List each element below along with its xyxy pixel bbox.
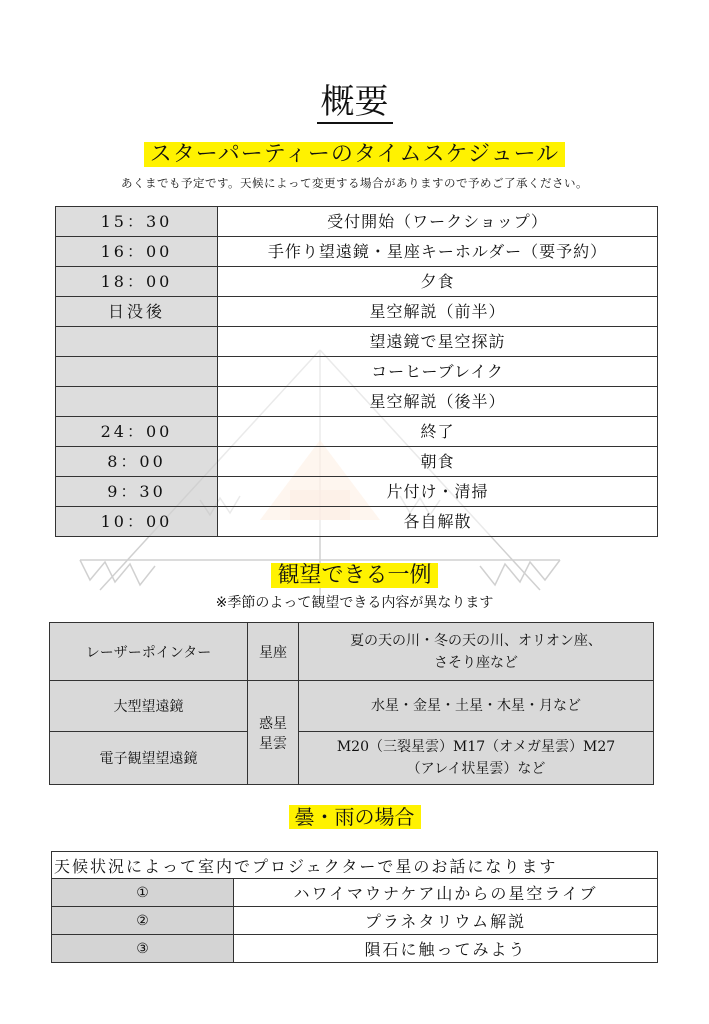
targets-cell: M20（三裂星雲）M17（オメガ星雲）M27 （アレイ状星雲）など (299, 732, 654, 785)
table-row: ① ハワイマウナケア山からの星空ライブ (52, 879, 658, 907)
table-row: 15：30 受付開始（ワークショップ） (56, 207, 658, 237)
observation-heading: 観望できる一例 (0, 560, 709, 592)
table-row: 天候状況によって室内でプロジェクターで星のお話になります (52, 852, 658, 879)
category-cell: 惑星 星雲 (248, 681, 299, 785)
table-row: 24：00 終了 (56, 417, 658, 447)
schedule-heading: スターパーティーのタイムスケジュール (0, 138, 709, 172)
table-row: 大型望遠鏡 惑星 星雲 水星・金星・土星・木星・月など (50, 681, 654, 732)
table-row: 日没後 星空解説（前半） (56, 297, 658, 327)
table-row: 望遠鏡で星空探訪 (56, 327, 658, 357)
rain-heading: 曇・雨の場合 (0, 801, 709, 833)
table-row: 電子観望望遠鏡 M20（三裂星雲）M17（オメガ星雲）M27 （アレイ状星雲）など (50, 732, 654, 785)
table-row: コーヒーブレイク (56, 357, 658, 387)
schedule-table (55, 206, 658, 537)
observation-note: ※季節のよって観望できる内容が異なります (215, 595, 494, 611)
table-row: 星空解説（後半） (56, 387, 658, 417)
rain-table (51, 851, 658, 963)
schedule-note: あくまでも予定です。天候によって変更する場合がありますので予めご了承ください。 (120, 176, 589, 190)
table-row: 9：30 片付け・清掃 (56, 477, 658, 507)
table-row: ② プラネタリウム解説 (52, 907, 658, 935)
table-row: レーザーポインター 星座 夏の天の川・冬の天の川、オリオン座、 さそり座など (50, 623, 654, 681)
table-row: ③ 隕石に触ってみよう (52, 935, 658, 963)
observation-table (49, 622, 654, 785)
table-row: 10：00 各自解散 (56, 507, 658, 537)
table-row: 8：00 朝食 (56, 447, 658, 477)
table-row: 18：00 夕食 (56, 267, 658, 297)
table-row: 16：00 手作り望遠鏡・星座キーホルダー（要予約） (56, 237, 658, 267)
targets-cell: 夏の天の川・冬の天の川、オリオン座、 さそり座など (299, 623, 654, 681)
page-title: 概要 (0, 80, 709, 124)
